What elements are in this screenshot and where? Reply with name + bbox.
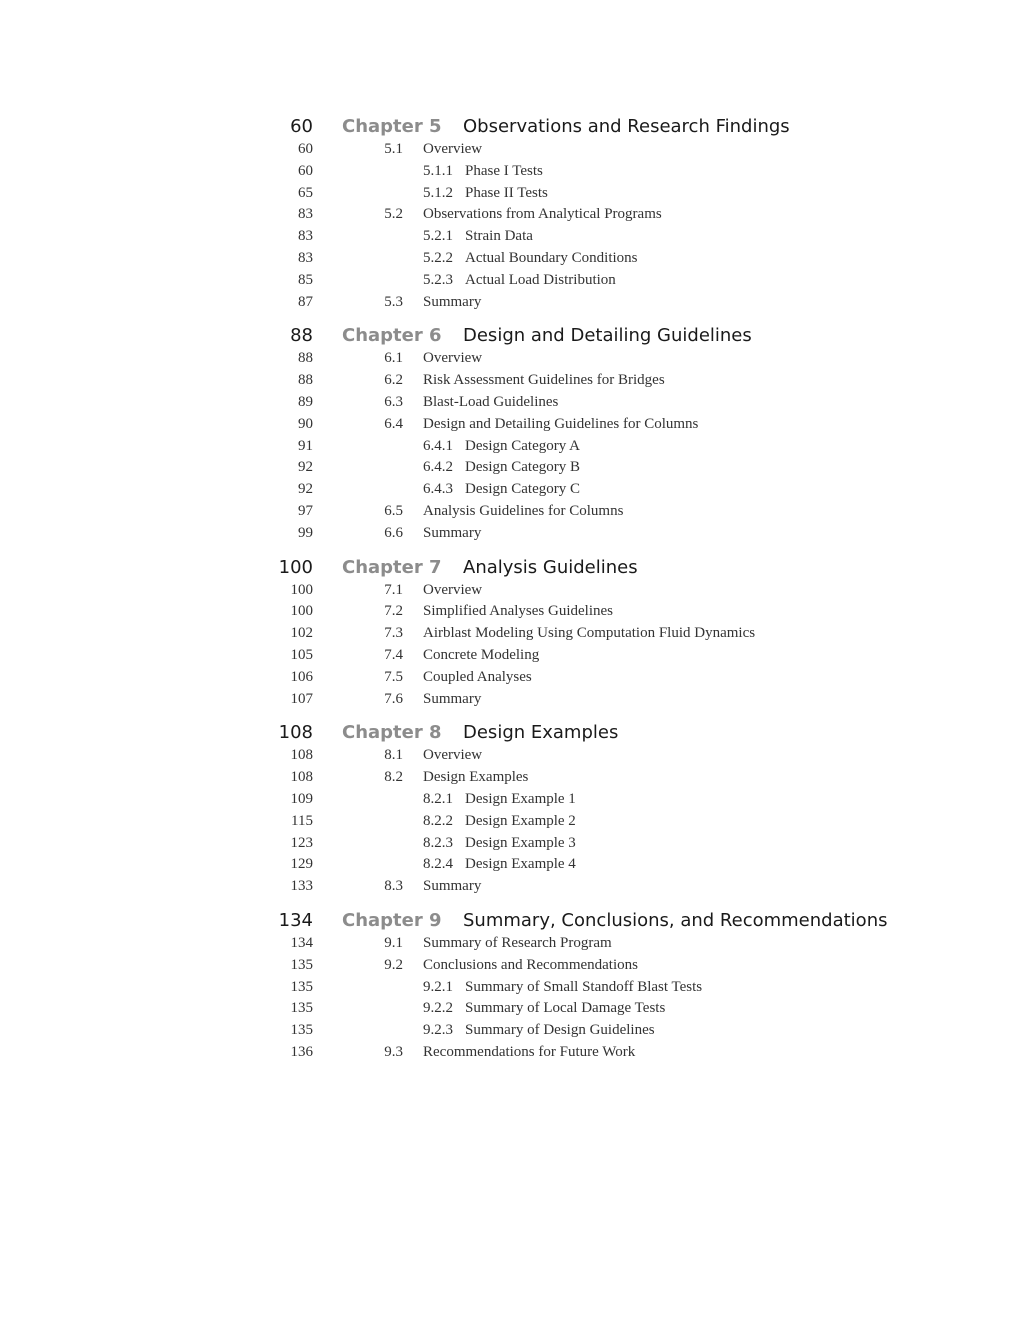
chapter-spacer <box>0 315 1020 323</box>
entry-page-number: 89 <box>298 393 313 410</box>
toc-subsection-entry[interactable] <box>0 835 1020 857</box>
entry-page-number: 129 <box>290 856 313 873</box>
entry-title: Summary of Small Standoff Blast Tests <box>465 978 703 995</box>
toc-section-entry[interactable] <box>0 769 1020 791</box>
chapter-spacer <box>0 547 1020 555</box>
entry-title: Blast-Load Guidelines <box>423 393 559 410</box>
entry-title: Design Example 4 <box>465 856 576 873</box>
entry-title: Summary <box>423 878 482 895</box>
chapter-block <box>0 555 1020 721</box>
entry-section-number: 9.1 <box>384 934 403 951</box>
chapter-heading[interactable] <box>0 323 1020 350</box>
entry-title: Observations from Analytical Programs <box>423 206 662 223</box>
toc-section-entry[interactable] <box>0 625 1020 647</box>
chapter-title: Design and Detailing Guidelines <box>463 325 752 347</box>
entry-section-number: 7.2 <box>384 603 403 620</box>
chapter-label: Chapter 6 <box>342 325 442 347</box>
entry-section-number: 6.4.2 <box>423 459 453 476</box>
toc-section-entry[interactable] <box>0 372 1020 394</box>
chapter-title: Summary, Conclusions, and Recommendations <box>463 909 888 931</box>
toc-section-entry[interactable] <box>0 1044 1020 1066</box>
entry-page-number: 92 <box>298 459 313 476</box>
entry-page-number: 97 <box>298 502 313 519</box>
entry-page-number: 88 <box>298 350 313 367</box>
entry-section-number: 9.2.3 <box>423 1022 453 1039</box>
toc-subsection-entry[interactable] <box>0 1000 1020 1022</box>
entry-section-number: 6.4.1 <box>423 437 453 454</box>
entry-title: Concrete Modeling <box>423 646 540 663</box>
entry-title: Airblast Modeling Using Computation Fluid Dynamics <box>423 625 756 642</box>
toc-subsection-entry[interactable] <box>0 791 1020 813</box>
entry-section-number: 5.2.3 <box>423 271 453 288</box>
entry-section-number: 5.3 <box>384 293 403 310</box>
entry-page-number: 92 <box>298 481 313 498</box>
entry-page-number: 88 <box>298 372 313 389</box>
entry-title: Summary <box>423 293 482 310</box>
toc-section-entry[interactable] <box>0 141 1020 163</box>
chapter-label: Chapter 5 <box>342 116 442 137</box>
chapter-label: Chapter 8 <box>342 722 442 744</box>
entry-title: Strain Data <box>465 228 533 245</box>
toc-section-entry[interactable] <box>0 206 1020 228</box>
entry-section-number: 7.1 <box>384 581 403 598</box>
toc-section-entry[interactable] <box>0 294 1020 316</box>
chapter-spacer <box>0 712 1020 720</box>
chapter-heading[interactable] <box>0 908 1020 935</box>
entry-section-number: 5.1.1 <box>423 162 453 179</box>
entry-section-number: 5.2 <box>384 206 403 223</box>
entry-section-number: 6.4 <box>384 415 403 432</box>
chapter-block <box>0 720 1020 908</box>
entry-title: Design Examples <box>423 769 529 786</box>
toc-subsection-entry[interactable] <box>0 163 1020 185</box>
entry-title: Summary <box>423 690 482 707</box>
entry-section-number: 5.2.1 <box>423 228 453 245</box>
toc-subsection-entry[interactable] <box>0 1022 1020 1044</box>
entry-page-number: 107 <box>290 690 313 707</box>
toc-subsection-entry[interactable] <box>0 813 1020 835</box>
toc-section-entry[interactable] <box>0 935 1020 957</box>
toc-subsection-entry[interactable] <box>0 272 1020 294</box>
entry-section-number: 8.2.3 <box>423 834 453 851</box>
entry-page-number: 135 <box>290 978 313 995</box>
entry-title: Actual Load Distribution <box>465 271 616 288</box>
entry-section-number: 9.2.1 <box>423 978 453 995</box>
toc-subsection-entry[interactable] <box>0 481 1020 503</box>
entry-section-number: 5.1 <box>384 141 403 157</box>
entry-section-number: 8.2.1 <box>423 790 453 807</box>
entry-page-number: 83 <box>298 249 313 266</box>
entry-page-number: 87 <box>298 293 313 310</box>
toc-section-entry[interactable] <box>0 525 1020 547</box>
entry-page-number: 133 <box>290 878 313 895</box>
entry-title: Summary of Local Damage Tests <box>465 1000 666 1017</box>
entry-title: Actual Boundary Conditions <box>465 249 638 266</box>
entry-title: Overview <box>423 747 483 764</box>
entry-page-number: 83 <box>298 206 313 223</box>
entry-title: Coupled Analyses <box>423 668 532 685</box>
toc-section-entry[interactable] <box>0 503 1020 525</box>
chapter-page-number: 108 <box>278 722 313 744</box>
toc-subsection-entry[interactable] <box>0 856 1020 878</box>
chapter-spacer <box>0 1066 1020 1074</box>
entry-title: Overview <box>423 141 483 157</box>
entry-page-number: 83 <box>298 228 313 245</box>
chapter-page-number: 88 <box>290 325 313 347</box>
entry-title: Design Example 1 <box>465 790 576 807</box>
entry-title: Analysis Guidelines for Columns <box>423 502 624 519</box>
entry-title: Phase II Tests <box>465 184 548 201</box>
toc-subsection-entry[interactable] <box>0 459 1020 481</box>
toc-section-entry[interactable] <box>0 747 1020 769</box>
entry-page-number: 60 <box>298 141 313 157</box>
toc-section-entry[interactable] <box>0 691 1020 713</box>
toc-section-entry[interactable] <box>0 350 1020 372</box>
entry-title: Design Category B <box>465 459 580 476</box>
entry-title: Summary of Design Guidelines <box>465 1022 655 1039</box>
entry-title: Design Example 3 <box>465 834 576 851</box>
entry-title: Risk Assessment Guidelines for Bridges <box>423 372 665 389</box>
entry-title: Design Category A <box>465 437 580 454</box>
chapter-heading[interactable] <box>0 555 1020 582</box>
entry-page-number: 102 <box>290 625 313 642</box>
entry-title: Overview <box>423 350 483 367</box>
entry-section-number: 7.3 <box>384 625 403 642</box>
entry-title: Summary <box>423 524 482 541</box>
entry-page-number: 65 <box>298 184 313 201</box>
entry-page-number: 99 <box>298 524 313 541</box>
entry-section-number: 8.3 <box>384 878 403 895</box>
chapter-label: Chapter 7 <box>342 556 442 578</box>
toc-subsection-entry[interactable] <box>0 228 1020 250</box>
chapter-block <box>0 114 1020 323</box>
toc-section-entry[interactable] <box>0 957 1020 979</box>
toc-section-entry[interactable] <box>0 669 1020 691</box>
toc-subsection-entry[interactable] <box>0 250 1020 272</box>
chapter-page-number: 60 <box>290 116 313 137</box>
entry-page-number: 60 <box>298 162 313 179</box>
entry-page-number: 123 <box>290 834 313 851</box>
entry-section-number: 9.2 <box>384 956 403 973</box>
toc-section-entry[interactable] <box>0 582 1020 604</box>
chapter-block <box>0 323 1020 554</box>
entry-section-number: 5.2.2 <box>423 249 453 266</box>
toc-section-entry[interactable] <box>0 647 1020 669</box>
entry-page-number: 134 <box>290 934 313 951</box>
entry-page-number: 85 <box>298 271 313 288</box>
entry-page-number: 91 <box>298 437 313 454</box>
entry-title: Summary of Research Program <box>423 934 612 951</box>
chapter-block <box>0 908 1020 1074</box>
entry-section-number: 6.2 <box>384 372 403 389</box>
entry-page-number: 100 <box>290 603 313 620</box>
chapter-page-number: 134 <box>278 909 313 931</box>
toc-subsection-entry[interactable] <box>0 185 1020 207</box>
toc-section-entry[interactable] <box>0 878 1020 900</box>
toc-section-entry[interactable] <box>0 394 1020 416</box>
entry-section-number: 8.2.2 <box>423 812 453 829</box>
entry-section-number: 6.5 <box>384 502 403 519</box>
entry-title: Design and Detailing Guidelines for Columns <box>423 415 699 432</box>
chapter-title: Observations and Research Findings <box>463 116 790 137</box>
entry-section-number: 6.4.3 <box>423 481 453 498</box>
entry-section-number: 9.3 <box>384 1043 403 1060</box>
entry-section-number: 9.2.2 <box>423 1000 453 1017</box>
entry-page-number: 135 <box>290 1022 313 1039</box>
chapter-title: Design Examples <box>463 722 619 744</box>
entry-title: Recommendations for Future Work <box>423 1043 636 1060</box>
entry-page-number: 136 <box>290 1043 313 1060</box>
entry-title: Overview <box>423 581 483 598</box>
entry-page-number: 106 <box>290 668 313 685</box>
entry-title: Simplified Analyses Guidelines <box>423 603 613 620</box>
entry-section-number: 8.2.4 <box>423 856 453 873</box>
entry-section-number: 7.4 <box>384 646 403 663</box>
entry-page-number: 135 <box>290 956 313 973</box>
toc-subsection-entry[interactable] <box>0 979 1020 1001</box>
entry-section-number: 6.6 <box>384 524 403 541</box>
entry-section-number: 8.2 <box>384 769 403 786</box>
entry-title: Design Example 2 <box>465 812 576 829</box>
entry-page-number: 135 <box>290 1000 313 1017</box>
chapter-page-number: 100 <box>278 556 313 578</box>
chapter-heading[interactable] <box>0 114 1020 141</box>
entry-section-number: 6.3 <box>384 393 403 410</box>
chapter-label: Chapter 9 <box>342 909 442 931</box>
toc-section-entry[interactable] <box>0 603 1020 625</box>
entry-section-number: 5.1.2 <box>423 184 453 201</box>
entry-page-number: 90 <box>298 415 313 432</box>
entry-section-number: 6.1 <box>384 350 403 367</box>
toc-section-entry[interactable] <box>0 416 1020 438</box>
entry-page-number: 109 <box>290 790 313 807</box>
entry-title: Phase I Tests <box>465 162 543 179</box>
chapter-title: Analysis Guidelines <box>463 556 638 578</box>
entry-title: Design Category C <box>465 481 580 498</box>
chapter-spacer <box>0 900 1020 908</box>
entry-section-number: 7.6 <box>384 690 403 707</box>
entry-section-number: 7.5 <box>384 668 403 685</box>
entry-section-number: 8.1 <box>384 747 403 764</box>
entry-page-number: 105 <box>290 646 313 663</box>
toc-subsection-entry[interactable] <box>0 438 1020 460</box>
chapter-heading[interactable] <box>0 720 1020 747</box>
entry-page-number: 115 <box>291 812 313 829</box>
entry-page-number: 108 <box>290 769 313 786</box>
entry-page-number: 108 <box>290 747 313 764</box>
table-of-contents <box>0 114 1020 1074</box>
entry-title: Conclusions and Recommendations <box>423 956 638 973</box>
entry-page-number: 100 <box>290 581 313 598</box>
